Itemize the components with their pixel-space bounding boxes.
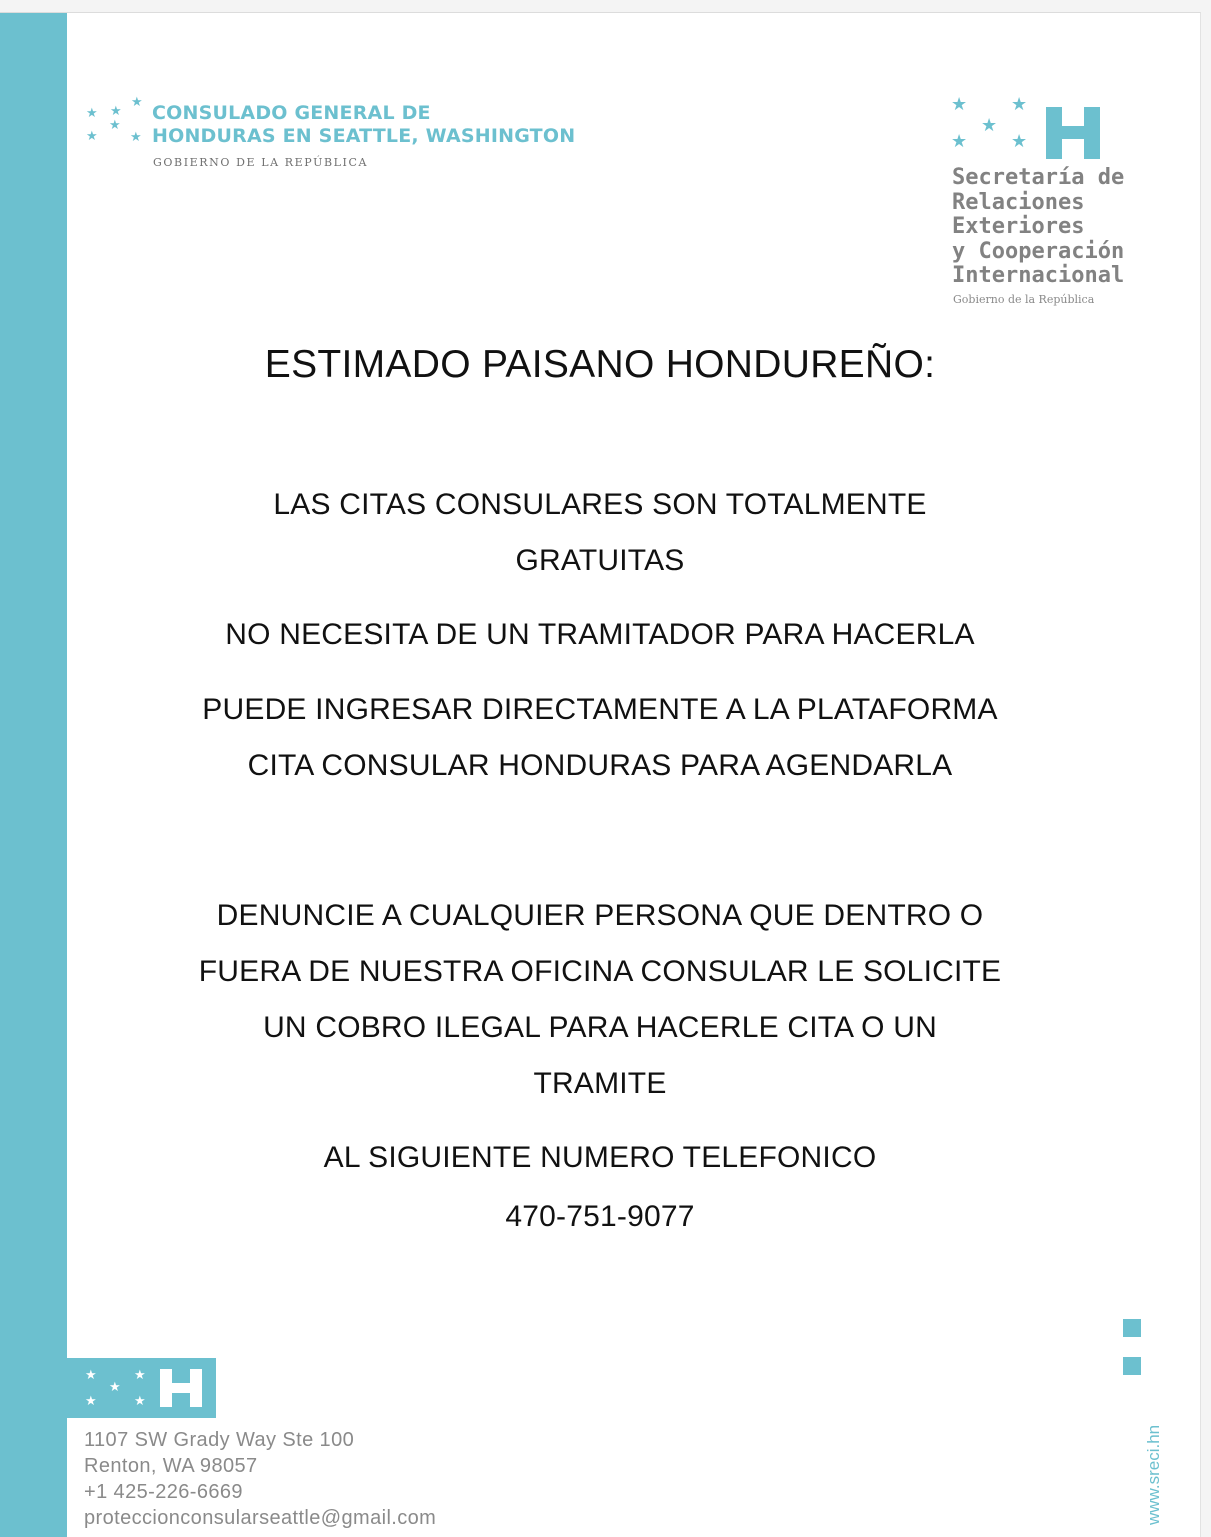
ministry-subtitle: Gobierno de la República [953, 293, 1095, 306]
notice-phone-label [80, 1130, 1120, 1186]
notice-line: TRAMITE [533, 1067, 667, 1100]
h-letter-icon [1046, 107, 1100, 159]
notice-line: DENUNCIE A CUALQUIER PERSONA QUE DENTRO O [216, 899, 984, 932]
ministry-name-line: Internacional [952, 263, 1125, 288]
consulate-logo [84, 91, 644, 171]
decorative-square [1123, 1319, 1141, 1337]
address-street: 1107 SW Grady Way Ste 100 [84, 1429, 355, 1451]
website-link[interactable]: www.sreci.hn [1144, 1424, 1163, 1525]
ministry-name [952, 166, 1124, 289]
phone-number: 470-751-9077 [505, 1200, 695, 1233]
ministry-name-line: Secretaría de [952, 165, 1125, 190]
address-phone: +1 425-226-6669 [84, 1481, 243, 1503]
notice-report [80, 888, 1120, 1112]
footer-logo: ★ ★ ★ ★ ★ [67, 1358, 216, 1418]
footer-address [84, 1427, 436, 1531]
notice-heading: ESTIMADO PAISANO HONDUREÑO: [264, 343, 936, 386]
notice-line: FUERA DE NUESTRA OFICINA CONSULAR LE SOLICITE [198, 955, 1002, 988]
stars-icon: ★ ★ ★ ★ ★ [951, 94, 1028, 151]
ministry-name-line: Relaciones [952, 189, 1085, 215]
notice-line: CITA CONSULAR HONDURAS PARA AGENDARLA [247, 749, 953, 782]
consulate-name-line1: CONSULADO GENERAL DE [152, 102, 431, 124]
side-accent-bar [0, 13, 67, 1537]
notice-line: PUEDE INGRESAR DIRECTAMENTE A LA PLATAFORMA [202, 693, 998, 726]
address-email[interactable]: proteccionconsularseattle@gmail.com [84, 1507, 437, 1529]
ministry-name-line: y Cooperación [952, 238, 1125, 264]
notice-line: LAS CITAS CONSULARES SON TOTALMENTE [273, 488, 927, 521]
notice-line: UN COBRO ILEGAL PARA HACERLE CITA O UN [263, 1011, 937, 1044]
ministry-logo [948, 93, 1178, 306]
website-link-container [1120, 1393, 1163, 1525]
notice-phone-number [80, 1189, 1120, 1245]
ministry-name-line: Exteriores [952, 214, 1085, 239]
notice-page [0, 12, 1201, 1537]
stars-icon: ★ ★ ★ ★ ★ ★ [86, 94, 143, 144]
h-letter-icon [160, 1369, 202, 1407]
notice-line: AL SIGUIENTE NUMERO TELEFONICO [323, 1141, 877, 1174]
decorative-square [1123, 1357, 1141, 1375]
notice-free-appointments [80, 477, 1120, 589]
notice-no-intermediary [80, 607, 1120, 663]
address-city: Renton, WA 98057 [84, 1455, 258, 1477]
notice-line: GRATUITAS [515, 544, 685, 577]
notice-line: NO NECESITA DE UN TRAMITADOR PARA HACERLA [225, 618, 975, 651]
consulate-subtitle: GOBIERNO DE LA REPÚBLICA [153, 156, 369, 169]
notice-platform [80, 682, 1120, 794]
consulate-name-line2: HONDURAS EN SEATTLE, WASHINGTON [152, 125, 576, 147]
